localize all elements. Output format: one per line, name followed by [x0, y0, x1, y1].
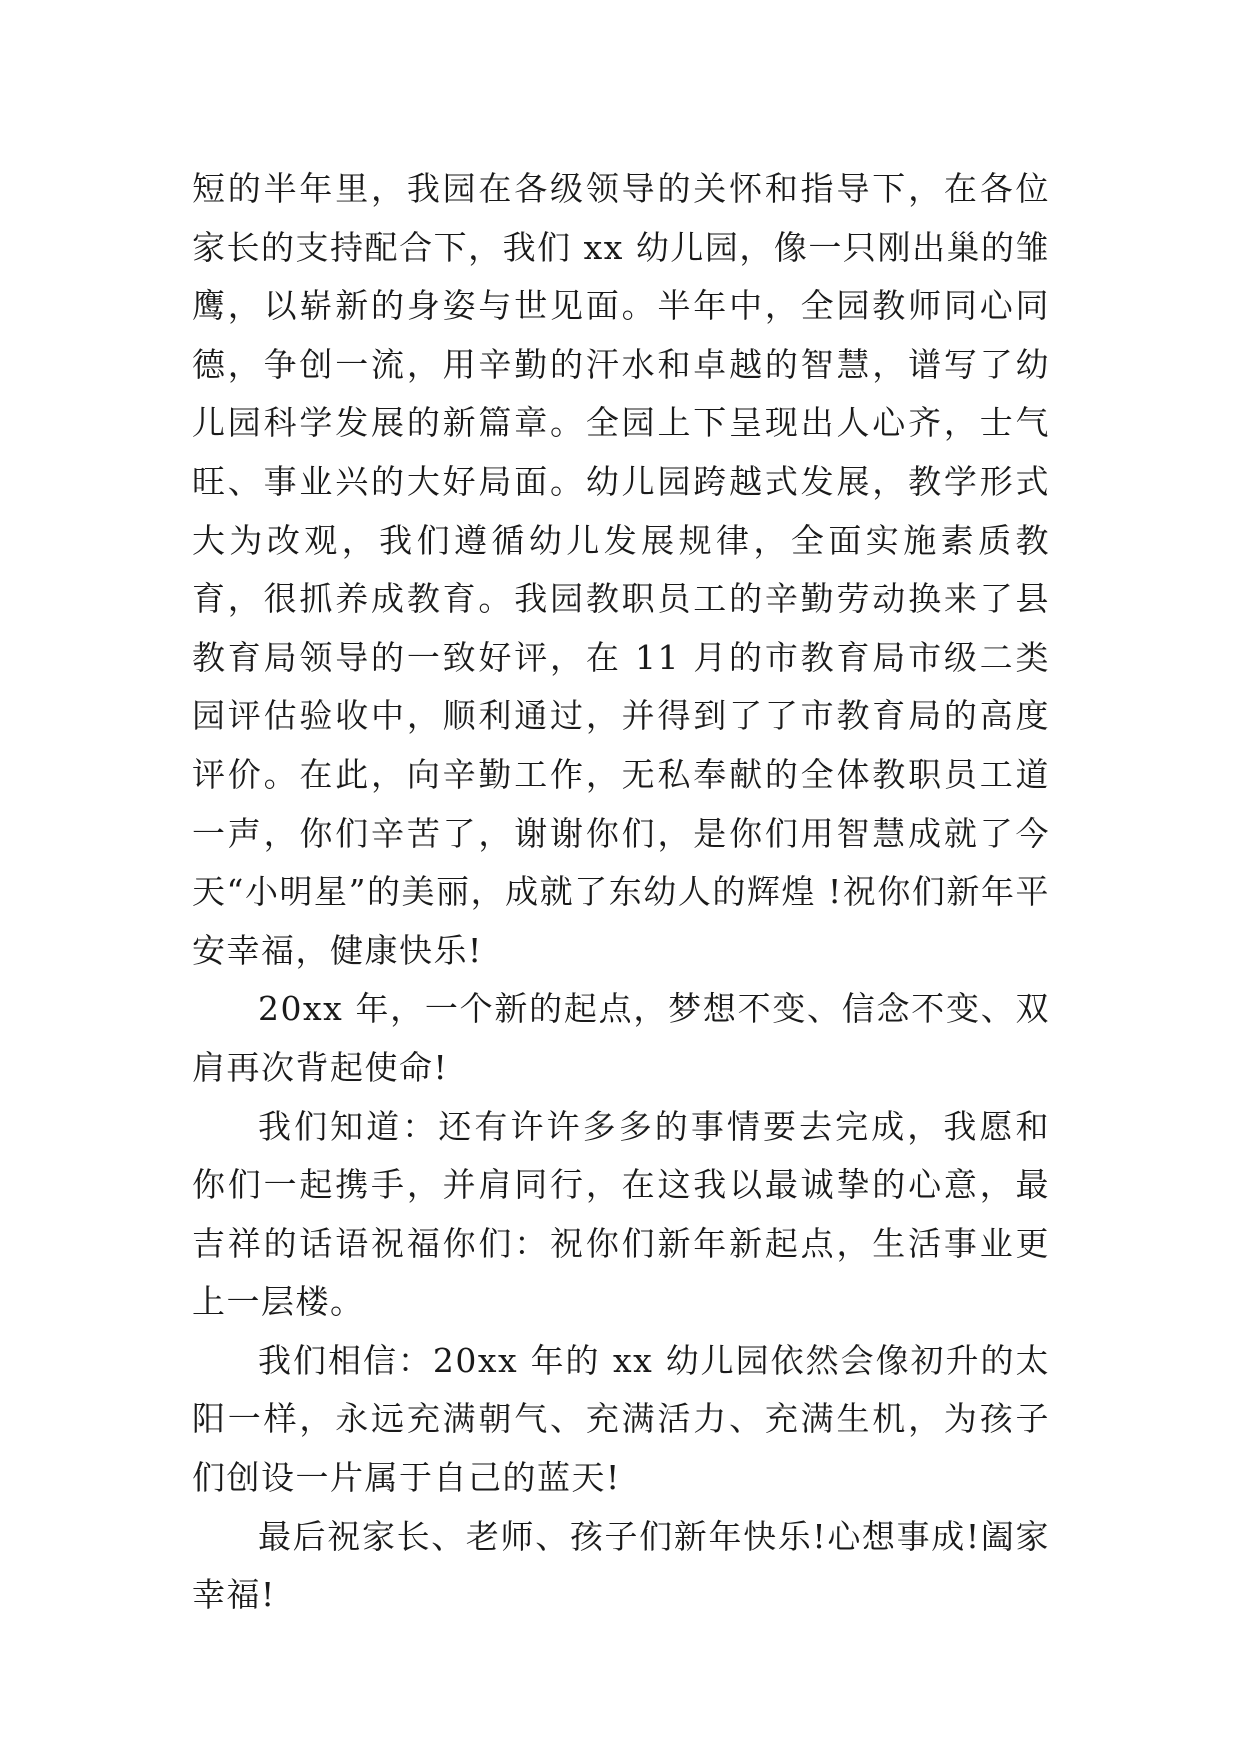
paragraph-progress-report: 短的半年里，我园在各级领导的关怀和指导下，在各位家长的支持配合下，我们 xx 幼儿园，像一只刚出巢的雏鹰，以崭新的身姿与世见面。半年中，全园教师同心同德，争创一流，用辛勤的汗水和卓越的智慧，谱写了幼儿园科学发展的新篇章。全园上下呈现出人心齐，士气旺、事业兴的大好局面。幼儿园跨越式发展，教学形式大为改观，我们遵循幼儿发展规律，全面实施素质教育，很抓养成教育。我园教职员工的辛勤劳动换来了县教育局领导的一致好评，在 11 月的市教育局市级二类园评估验收中，顺利通过，并得到了了市教育局的高度评价。在此，向辛勤工作，无私奉献的全体教职员工道一声，你们辛苦了，谢谢你们，是你们用智慧成就了今天“小明星”的美丽，成就了东幼人的辉煌 !祝你们新年平安幸福，健康快乐! — [192, 169, 1050, 970]
paragraph-we-know: 我们知道：还有许许多多的事情要去完成，我愿和你们一起携手，并肩同行，在这我以最诚挚的心意，最吉祥的话语祝福你们：祝你们新年新起点，生活事业更上一层楼。 — [192, 1106, 1050, 1322]
document-body — [192, 160, 1050, 1625]
paragraph-final-wishes: 最后祝家长、老师、孩子们新年快乐!心想事成!阖家幸福! — [192, 1516, 1050, 1615]
paragraph-we-believe: 我们相信：20xx 年的 xx 幼儿园依然会像初升的太阳一样，永远充满朝气、充满活力、充满生机，为孩子们创设一片属于自己的蓝天! — [192, 1340, 1050, 1498]
paragraph-new-start: 20xx 年，一个新的起点，梦想不变、信念不变、双肩再次背起使命! — [192, 989, 1050, 1087]
